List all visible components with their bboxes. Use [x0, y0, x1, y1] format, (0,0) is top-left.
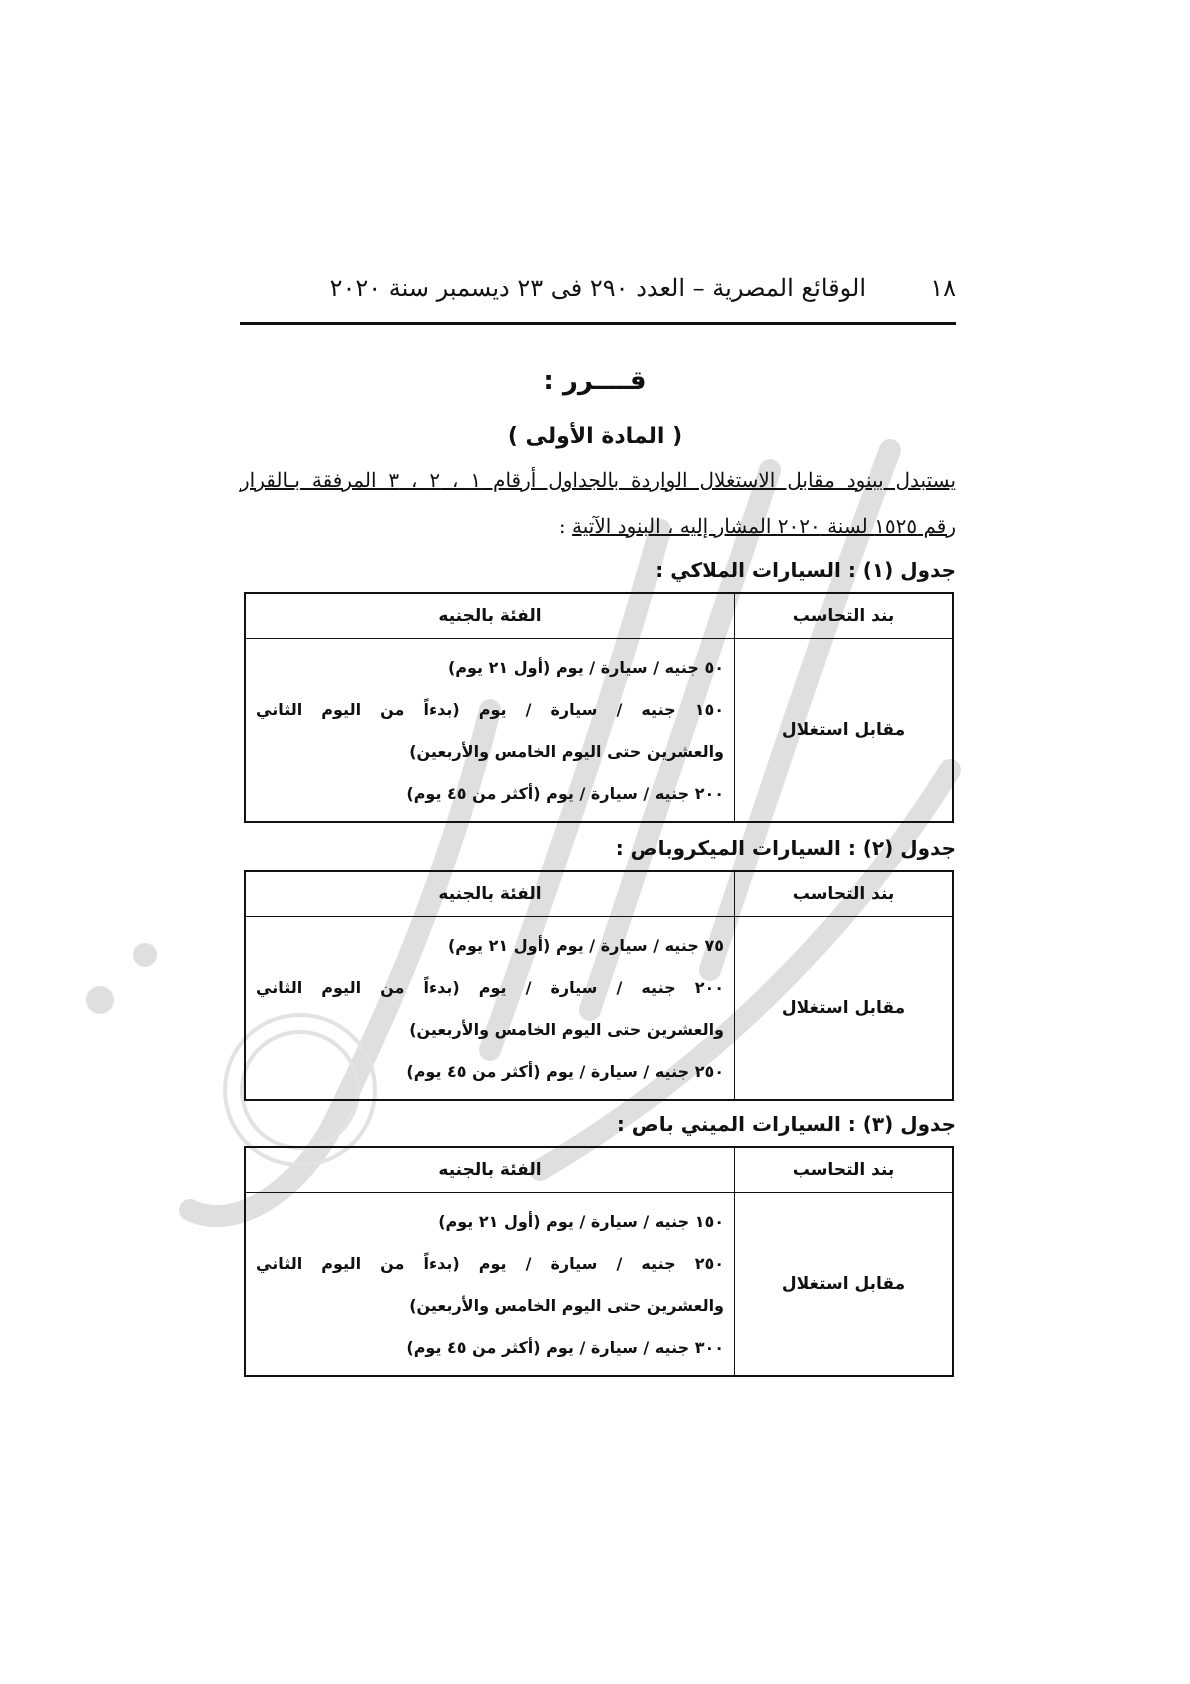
intro-line-2 [559, 514, 956, 538]
rate-line: ٢٥٠ جنيه / سيارة / يوم (بدءاً من اليوم الثاني [256, 1254, 724, 1273]
intro-line-2-part-b: البنود الآتية [572, 514, 661, 538]
rate-line: ٣٠٠ جنيه / سيارة / يوم (أكثر من ٤٥ يوم) [406, 1338, 724, 1357]
decision-title: قــــرر : [543, 366, 647, 396]
table-header-row [245, 871, 953, 917]
rates-cell [245, 639, 735, 823]
rate-line: ١٥٠ جنيه / سيارة / يوم (أول ٢١ يوم) [438, 1212, 724, 1231]
rate-line: والعشرين حتى اليوم الخامس والأربعين) [409, 1296, 724, 1315]
table-row [245, 1193, 953, 1377]
table-row [245, 917, 953, 1101]
page-number: ١٨ [930, 274, 956, 302]
rate-line: ٢٠٠ جنيه / سيارة / يوم (أكثر من ٤٥ يوم) [406, 784, 724, 803]
intro-line-2-part-a: رقم ١٥٢٥ لسنة ٢٠٢٠ المشار إليه ، [660, 514, 956, 538]
table-1-caption: جدول (١) : السيارات الملاكي : [655, 558, 956, 582]
rate-line: والعشرين حتى اليوم الخامس والأربعين) [409, 742, 724, 761]
table-header-row [245, 593, 953, 639]
rate-line: ١٥٠ جنيه / سيارة / يوم (بدءاً من اليوم الثاني [256, 700, 724, 719]
rate-line: ٢٠٠ جنيه / سيارة / يوم (بدءاً من اليوم الثاني [256, 978, 724, 997]
rate-line: ٥٠ جنيه / سيارة / يوم (أول ٢١ يوم) [447, 658, 724, 677]
table-2-caption: جدول (٢) : السيارات الميكروباص : [615, 836, 956, 860]
table-row [245, 639, 953, 823]
table-header-row [245, 1147, 953, 1193]
item-cell: مقابل استغلال [735, 917, 954, 1101]
col-header-item: بند التحاسب [735, 593, 954, 639]
header-divider [240, 322, 956, 325]
intro-line-1: يستبدل ببنود مقابل الاستغلال الواردة بالجداول أرقام ١ ، ٢ ، ٣ المرفقة بـالقرار [240, 468, 957, 492]
intro-line-2-part-c: : [558, 514, 573, 538]
running-title: الوقائع المصرية – العدد ٢٩٠ فى ٢٣ ديسمبر سنة ٢٠٢٠ [329, 274, 866, 302]
table-2 [244, 870, 954, 1101]
rate-line: والعشرين حتى اليوم الخامس والأربعين) [409, 1020, 724, 1039]
col-header-rate: الفئة بالجنيه [245, 871, 735, 917]
col-header-item: بند التحاسب [735, 871, 954, 917]
table-3-caption: جدول (٣) : السيارات الميني باص : [616, 1112, 956, 1136]
table-3 [244, 1146, 954, 1377]
col-header-item: بند التحاسب [735, 1147, 954, 1193]
rates-cell [245, 917, 735, 1101]
col-header-rate: الفئة بالجنيه [245, 593, 735, 639]
table-1 [244, 592, 954, 823]
page-header [240, 268, 956, 324]
rates-cell [245, 1193, 735, 1377]
rate-line: ٧٥ جنيه / سيارة / يوم (أول ٢١ يوم) [447, 936, 724, 955]
item-cell: مقابل استغلال [735, 639, 954, 823]
article-title: ( المادة الأولى ) [507, 424, 683, 449]
rate-line: ٢٥٠ جنيه / سيارة / يوم (أكثر من ٤٥ يوم) [406, 1062, 724, 1081]
col-header-rate: الفئة بالجنيه [245, 1147, 735, 1193]
item-cell: مقابل استغلال [735, 1193, 954, 1377]
